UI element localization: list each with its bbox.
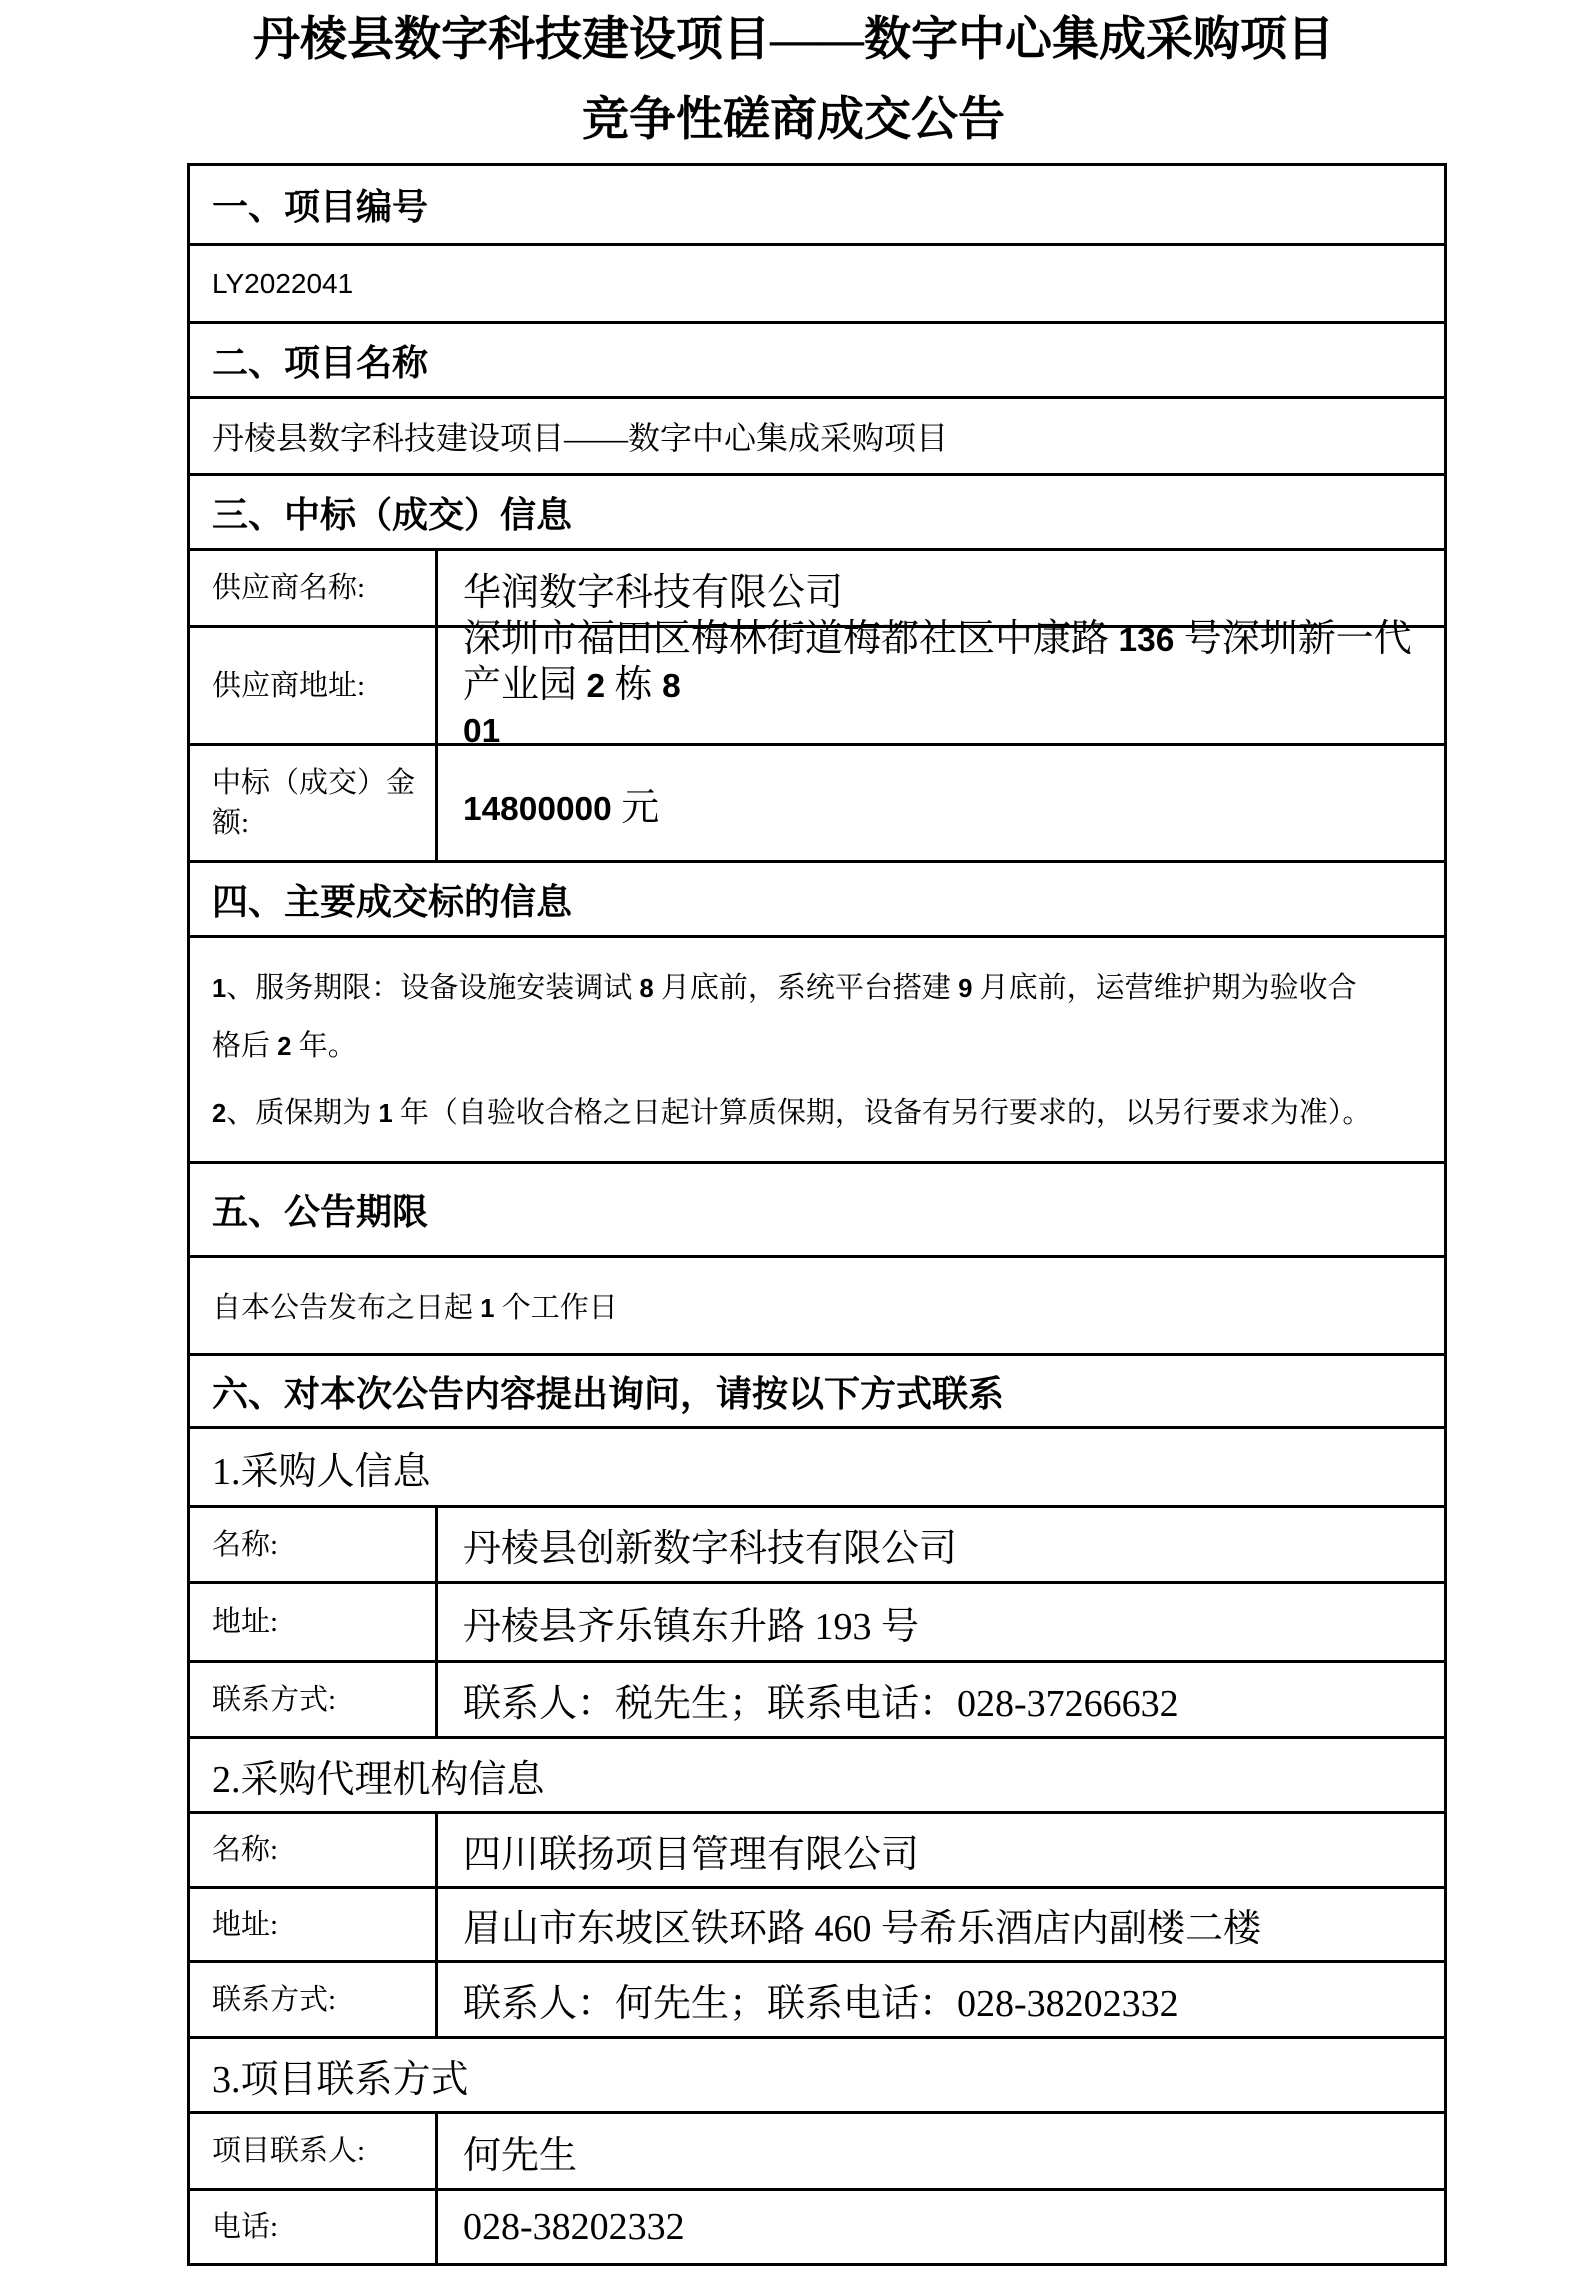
- number-run: 1: [378, 1100, 393, 1128]
- agency-name-row: [190, 1811, 1444, 1886]
- text-run: 个工作日: [494, 1292, 618, 1324]
- number-run: 2: [586, 668, 606, 705]
- agency-subheading: 2.采购代理机构信息: [190, 1736, 1444, 1811]
- purchaser-address-label: 地址:: [190, 1584, 438, 1660]
- number-run: 9: [958, 975, 973, 1003]
- agency-name-value: 四川联扬项目管理有限公司: [463, 1833, 920, 1876]
- project-contact-phone-value: 028-38202332: [463, 2206, 685, 2248]
- purchaser-address-value: 丹棱县齐乐镇东升路 193 号: [463, 1605, 920, 1648]
- project-contact-person-value: 何先生: [463, 2134, 578, 2177]
- announcement-table: [187, 163, 1447, 2266]
- purchaser-subheading: 1.采购人信息: [190, 1426, 1444, 1505]
- purchaser-name-label: 名称:: [190, 1508, 438, 1581]
- purchaser-name-row: [190, 1505, 1444, 1581]
- supplier-address-value: [438, 617, 1444, 754]
- supplier-address-line1: [463, 617, 1432, 709]
- number-run: 2: [212, 1100, 227, 1128]
- number-run: 136: [1118, 622, 1175, 659]
- page-title-line1: 丹棱县数字科技建设项目——数字中心集成采购项目: [253, 14, 1334, 66]
- purchaser-contact-label: 联系方式:: [190, 1663, 438, 1736]
- section-heading-inquiry-contact: 六、对本次公告内容提出询问，请按以下方式联系: [190, 1353, 1444, 1426]
- agency-address-label: 地址:: [190, 1889, 438, 1960]
- text-run: 号深圳新一代产业园: [463, 618, 1412, 706]
- text-run: 年。: [291, 1030, 357, 1062]
- project-name-value: 丹棱县数字科技建设项目——数字中心集成采购项目: [190, 396, 1444, 473]
- announcement-period-text: [212, 1285, 618, 1326]
- section-heading-award-info: 三、中标（成交）信息: [190, 473, 1444, 548]
- agency-address-row: [190, 1886, 1444, 1960]
- section-heading-award-details: 四、主要成交标的信息: [190, 860, 1444, 935]
- number-run: 8: [662, 668, 681, 705]
- supplier-name-value: 华润数字科技有限公司: [463, 571, 844, 614]
- agency-contact-value: 联系人：何先生；联系电话：028-38202332: [463, 1983, 1179, 2025]
- supplier-address-line2: 01: [463, 713, 501, 750]
- award-amount-row: [190, 743, 1444, 860]
- project-number-value: LY2022041: [190, 243, 1444, 321]
- text-run: 年（自验收合格之日起计算质保期，设备有另行要求的，以另行要求为准）。: [392, 1097, 1372, 1129]
- agency-name-label: 名称:: [190, 1814, 438, 1886]
- text-run: 月底前，系统平台搭建: [653, 972, 959, 1004]
- amount-number: 14800000: [463, 790, 612, 828]
- page-title-line2: 竞争性磋商成交公告: [582, 94, 1005, 146]
- section-heading-project-number: 一、项目编号: [212, 186, 429, 227]
- agency-contact-row: [190, 1960, 1444, 2036]
- number-run: 8: [639, 975, 654, 1003]
- purchaser-address-row: [190, 1581, 1444, 1660]
- text-run: 月底前，运营维护期为验收合格后: [212, 972, 1357, 1062]
- text-run: 栋: [605, 664, 663, 706]
- announcement-period-content: [190, 1255, 1444, 1353]
- award-details-content: [190, 935, 1444, 1161]
- award-amount-value: [438, 776, 1444, 831]
- agency-contact-label: 联系方式:: [190, 1963, 438, 2036]
- supplier-address-label: 供应商地址:: [190, 628, 438, 743]
- project-contact-person-label: 项目联系人:: [190, 2114, 438, 2188]
- text-run: 、质保期为: [226, 1097, 379, 1129]
- purchaser-contact-row: [190, 1660, 1444, 1736]
- award-amount-label: 中标（成交）金额:: [190, 746, 438, 860]
- project-contact-phone-row: [190, 2188, 1444, 2263]
- project-contact-subheading: 3.项目联系方式: [190, 2036, 1444, 2111]
- text-run: 自本公告发布之日起: [212, 1292, 481, 1324]
- supplier-name-label: 供应商名称:: [190, 551, 438, 625]
- page-title: [0, 0, 1587, 160]
- project-contact-phone-label: 电话:: [190, 2191, 438, 2263]
- text-run: 深圳市福田区梅林街道梅都社区中康路: [463, 618, 1119, 660]
- purchaser-contact-value: 联系人：税先生；联系电话：028-37266632: [463, 1683, 1179, 1725]
- number-run: 1: [480, 1295, 495, 1323]
- section-heading-announcement-period: 五、公告期限: [190, 1161, 1444, 1255]
- section-heading-project-name: 二、项目名称: [190, 321, 1444, 396]
- supplier-name-row: [190, 548, 1444, 625]
- number-run: 1: [212, 975, 227, 1003]
- amount-unit: 元: [611, 786, 660, 829]
- number-run: 2: [277, 1033, 292, 1061]
- award-details-item1: [212, 960, 1374, 1076]
- project-contact-person-row: [190, 2111, 1444, 2188]
- agency-address-value: 眉山市东坡区铁环路 460 号希乐酒店内副楼二楼: [463, 1908, 1262, 1950]
- award-details-item2: [212, 1085, 1374, 1143]
- supplier-address-row: [190, 618, 1444, 750]
- purchaser-name-value: 丹棱县创新数字科技有限公司: [463, 1528, 958, 1570]
- text-run: 、服务期限：设备设施安装调试: [226, 972, 640, 1004]
